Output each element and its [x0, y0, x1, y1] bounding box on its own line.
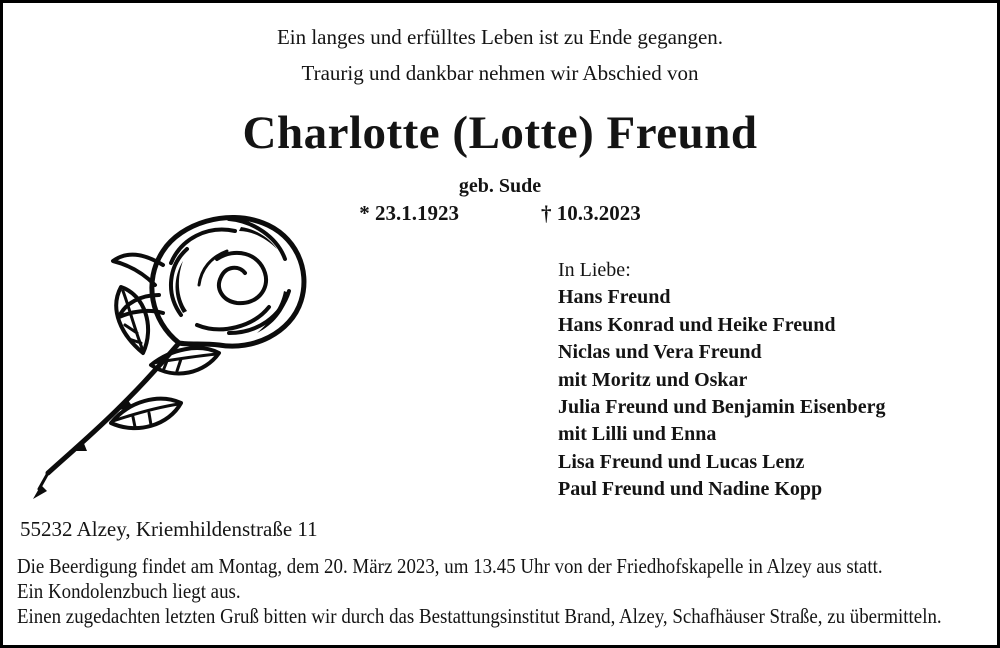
- funeral-info: Die Beerdigung findet am Montag, dem 20. März 2023, um 13.45 Uhr von der Friedhofskapelle in Alzey aus statt.: [17, 554, 883, 578]
- mourner-name: Hans Konrad und Heike Freund: [558, 313, 836, 336]
- mourner-name: Niclas und Vera Freund: [558, 341, 762, 364]
- death-date: † 10.3.2023: [541, 201, 641, 225]
- final-greeting-info: Einen zugedachten letzten Gruß bitten wir durch das Bestattungsinstitut Brand, Alzey, Schafhäuser Straße, zu übermitteln.: [17, 604, 942, 629]
- mourner-name: Paul Freund und Nadine Kopp: [558, 478, 823, 501]
- mourners-block: [558, 257, 885, 504]
- mourners-intro: In Liebe:: [558, 259, 631, 281]
- intro-line-2: Traurig und dankbar nehmen wir Abschied von: [301, 61, 699, 85]
- address-line: 55232 Alzey, Kriemhildenstraße 11: [20, 517, 318, 541]
- mourner-name: mit Moritz und Oskar: [558, 368, 748, 391]
- rose-icon: [31, 193, 331, 503]
- deceased-name: Charlotte (Lotte) Freund: [242, 107, 758, 159]
- birth-date: * 23.1.1923: [359, 201, 459, 225]
- intro-line-1: Ein langes und erfülltes Leben ist zu Ende gegangen.: [276, 25, 724, 49]
- mourner-name: Lisa Freund und Lucas Lenz: [558, 450, 805, 473]
- mourners-list: [558, 284, 885, 503]
- maiden-name: geb. Sude: [458, 175, 542, 197]
- mourner-name: Hans Freund: [558, 286, 671, 309]
- mourner-name: mit Lilli und Enna: [558, 423, 717, 446]
- mourner-name: Julia Freund und Benjamin Eisenberg: [558, 396, 886, 419]
- condolence-book-info: Ein Kondolenzbuch liegt aus.: [17, 579, 241, 604]
- footer-block: [17, 554, 942, 630]
